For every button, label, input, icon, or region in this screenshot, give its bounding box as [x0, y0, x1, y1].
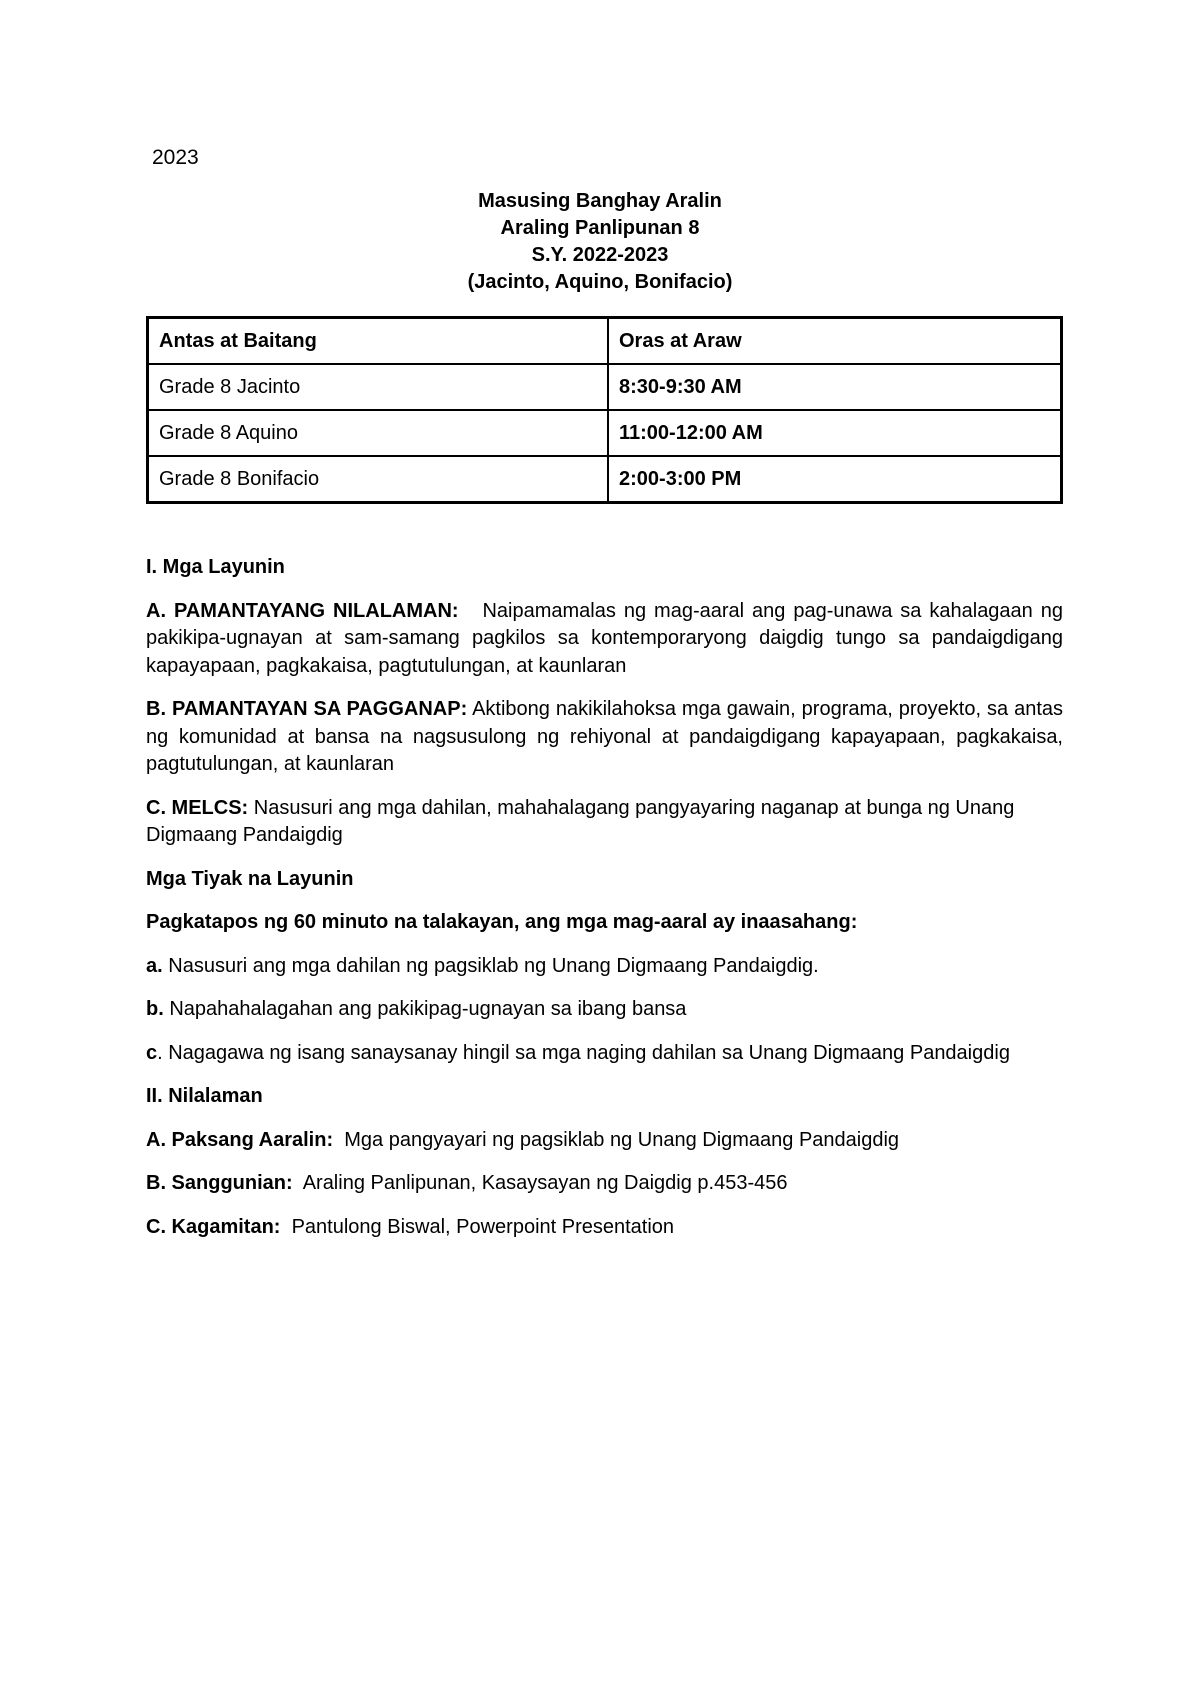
document-title-block: [0, 188, 1200, 296]
paragraph-text: Aktibong nakikilahoksa mga gawain, programa, proyekto, sa antas ng komunidad at bansa na nagsusulong ng rehiyonal at pandaigdigang kapayapaan, pagkakaisa, pagtutulungan, at kaunlaran: [146, 698, 1064, 775]
objective-item: [146, 953, 1063, 981]
document-title: Masusing Banghay Aralin: [478, 190, 722, 212]
field-label: C. Kagamitan:: [146, 1215, 281, 1238]
section-heading: Mga Tiyak na Layunin: [146, 867, 354, 890]
table-row: [148, 364, 1062, 410]
table-header-cell: Oras at Araw: [608, 318, 1062, 365]
objective-label: b.: [146, 998, 164, 1020]
objective-text: . Nagagawa ng isang sanaysanay hingil sa mga naging dahilan sa Unang Digmaang Pandaigdig: [157, 1041, 1010, 1064]
paragraph-label: A. PAMANTAYANG NILALAMAN:: [146, 599, 459, 622]
paragraph-text: Nasusuri ang mga dahilan, mahahalagang pangyayaring naganap at bunga ng Unang Digmaang Pandaigdig: [146, 796, 1015, 846]
field-label: B. Sanggunian:: [146, 1172, 293, 1194]
sections-list: (Jacinto, Aquino, Bonifacio): [467, 271, 733, 293]
paragraph-label: B. PAMANTAYAN SA PAGGANAP:: [146, 698, 468, 720]
year-text: 2023: [152, 146, 199, 169]
table-cell-grade: Grade 8 Bonifacio: [148, 456, 609, 503]
table-row: [148, 410, 1062, 456]
field-value: Araling Panlipunan, Kasaysayan ng Daigdig p.453-456: [302, 1172, 788, 1194]
objective-label: a.: [146, 954, 163, 977]
content-standard-paragraph: [146, 598, 1063, 681]
paragraph-label: C. MELCS:: [146, 796, 249, 819]
topic-line: [146, 1127, 1063, 1155]
objective-item: [146, 1040, 1063, 1068]
objective-item: [146, 996, 1063, 1024]
objective-text: Napahahalagahan ang pakikipag-ugnayan sa ibang bansa: [169, 998, 687, 1020]
paragraph-text: Naipamamalas ng mag-aaral ang pag-unawa sa kahalagaan ng pakikipa-ugnayan at sam-samang pagkilos sa kontemporaryong daigdig tungo sa pandaigdigang kapayapaan, pagkakaisa, pagtutulungan, at kaunlaran: [146, 599, 1064, 677]
field-label: A. Paksang Aaralin:: [146, 1128, 334, 1151]
objectives-intro: Pagkatapos ng 60 minuto na talakayan, ang mga mag-aaral ay inaasahang:: [146, 911, 858, 933]
table-cell-grade: Grade 8 Jacinto: [148, 364, 609, 410]
performance-standard-paragraph: [146, 696, 1063, 779]
table-cell-time: 8:30-9:30 AM: [608, 364, 1062, 410]
subject-title: Araling Panlipunan 8: [500, 217, 700, 239]
schedule-table: [146, 316, 1063, 504]
table-cell-time: 2:00-3:00 PM: [608, 456, 1062, 503]
field-value: Mga pangyayari ng pagsiklab ng Unang Digmaang Pandaigdig: [344, 1128, 900, 1151]
table-cell-time: 11:00-12:00 AM: [608, 410, 1062, 456]
section-heading: I. Mga Layunin: [146, 556, 285, 578]
table-header-cell: Antas at Baitang: [148, 318, 609, 365]
table-header-row: [148, 318, 1062, 365]
reference-line: [146, 1170, 1063, 1198]
materials-line: [146, 1214, 1063, 1242]
objective-label: c: [146, 1041, 158, 1064]
objective-text: Nasusuri ang mga dahilan ng pagsiklab ng Unang Digmaang Pandaigdig.: [168, 954, 819, 977]
table-row: [148, 456, 1062, 503]
section-heading: II. Nilalaman: [146, 1085, 263, 1107]
field-value: Pantulong Biswal, Powerpoint Presentation: [291, 1215, 675, 1238]
school-year: S.Y. 2022-2023: [531, 244, 669, 266]
melcs-paragraph: [146, 795, 1063, 850]
document-body: [146, 554, 1063, 1257]
table-cell-grade: Grade 8 Aquino: [148, 410, 609, 456]
